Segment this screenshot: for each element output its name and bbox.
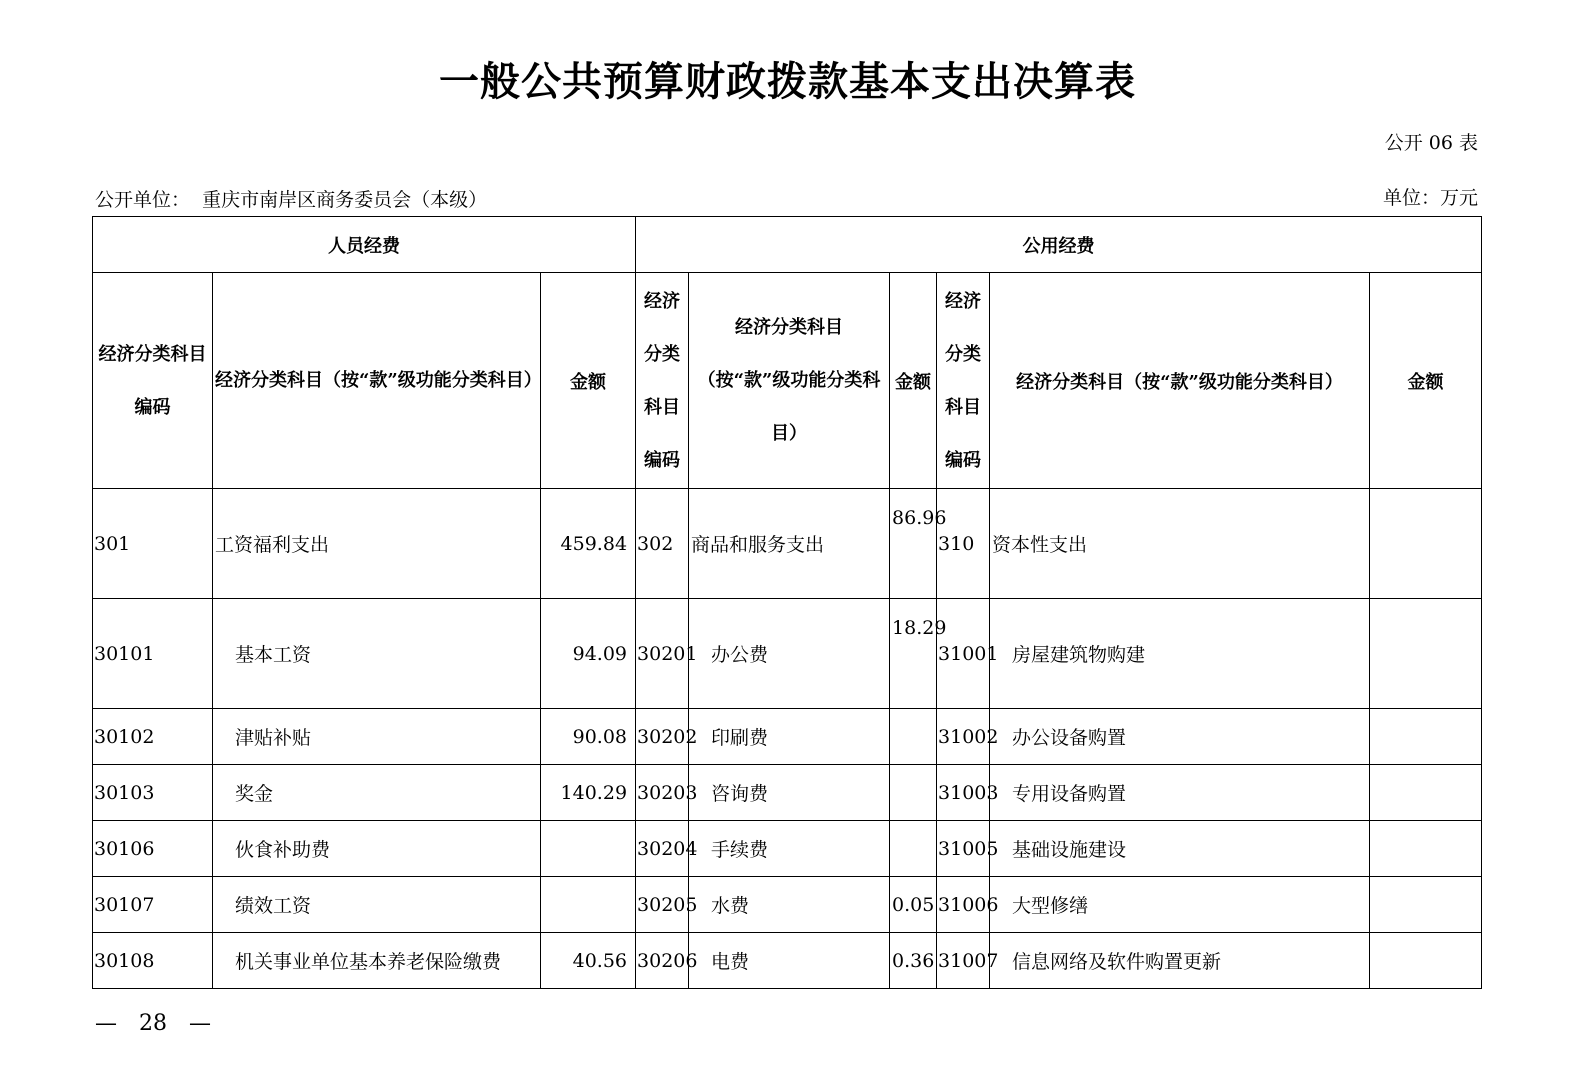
capital-code: 31002 — [937, 709, 990, 765]
personnel-amount: 459.84 — [541, 489, 636, 599]
personnel-code: 30101 — [93, 599, 213, 709]
personnel-code: 30106 — [93, 821, 213, 877]
personnel-header: 人员经费 — [93, 217, 636, 273]
capital-code: 31006 — [937, 877, 990, 933]
capital-amount — [1370, 709, 1482, 765]
personnel-code: 30103 — [93, 765, 213, 821]
personnel-code: 30107 — [93, 877, 213, 933]
col-code-header: 经济分类科目编码 — [937, 273, 990, 489]
capital-amount — [1370, 599, 1482, 709]
public-amount: 0.05 — [890, 877, 937, 933]
public-item: 电费 — [689, 933, 890, 989]
col-name-header: 经济分类科目（按“款”级功能分类科目） — [213, 273, 541, 489]
col-amount-header: 金额 — [1370, 273, 1482, 489]
table-row — [93, 933, 1482, 989]
personnel-item: 基本工资 — [213, 599, 541, 709]
capital-item: 资本性支出 — [990, 489, 1370, 599]
capital-code: 31001 — [937, 599, 990, 709]
capital-item: 信息网络及软件购置更新 — [990, 933, 1370, 989]
public-amount — [890, 709, 937, 765]
public-item: 手续费 — [689, 821, 890, 877]
public-header: 公用经费 — [636, 217, 1482, 273]
capital-item: 办公设备购置 — [990, 709, 1370, 765]
personnel-item: 绩效工资 — [213, 877, 541, 933]
capital-item: 专用设备购置 — [990, 765, 1370, 821]
public-item: 水费 — [689, 877, 890, 933]
capital-amount — [1370, 821, 1482, 877]
capital-item: 大型修缮 — [990, 877, 1370, 933]
public-amount: 0.36 — [890, 933, 937, 989]
col-amount-header: 金额 — [541, 273, 636, 489]
personnel-amount — [541, 821, 636, 877]
capital-code: 31003 — [937, 765, 990, 821]
personnel-item: 伙食补助费 — [213, 821, 541, 877]
table-row — [93, 709, 1482, 765]
personnel-item: 工资福利支出 — [213, 489, 541, 599]
table-row — [93, 489, 1482, 599]
personnel-amount — [541, 877, 636, 933]
public-amount — [890, 821, 937, 877]
table-row — [93, 821, 1482, 877]
capital-amount — [1370, 765, 1482, 821]
personnel-amount: 40.56 — [541, 933, 636, 989]
table-row — [93, 765, 1482, 821]
currency-unit: 单位：万元 — [1382, 187, 1478, 209]
table-row — [93, 877, 1482, 933]
public-item: 印刷费 — [689, 709, 890, 765]
public-item: 商品和服务支出 — [689, 489, 890, 599]
personnel-code: 301 — [93, 489, 213, 599]
form-number: 公开 06 表 — [1384, 132, 1478, 154]
personnel-code: 30102 — [93, 709, 213, 765]
capital-item: 基础设施建设 — [990, 821, 1370, 877]
personnel-amount: 90.08 — [541, 709, 636, 765]
public-item: 办公费 — [689, 599, 890, 709]
public-code: 302 — [636, 489, 689, 599]
personnel-item: 津贴补贴 — [213, 709, 541, 765]
capital-code: 31007 — [937, 933, 990, 989]
col-code-header: 经济分类科目编码 — [93, 273, 213, 489]
reporting-unit — [95, 185, 487, 212]
public-code: 30203 — [636, 765, 689, 821]
public-code: 30205 — [636, 877, 689, 933]
public-code: 30206 — [636, 933, 689, 989]
expenditure-table — [92, 216, 1482, 989]
personnel-item: 奖金 — [213, 765, 541, 821]
personnel-code: 30108 — [93, 933, 213, 989]
page-title: 一般公共预算财政拨款基本支出决算表 — [439, 58, 1136, 105]
personnel-item: 机关事业单位基本养老保险缴费 — [213, 933, 541, 989]
table-row — [93, 599, 1482, 709]
unit-label: 公开单位： — [95, 189, 191, 211]
personnel-amount: 94.09 — [541, 599, 636, 709]
public-code: 30201 — [636, 599, 689, 709]
col-code-header: 经济分类科目编码 — [636, 273, 689, 489]
capital-amount — [1370, 877, 1482, 933]
capital-amount — [1370, 933, 1482, 989]
capital-item: 房屋建筑物购建 — [990, 599, 1370, 709]
col-name-header: 经济分类科目（按“款”级功能分类科目） — [990, 273, 1370, 489]
unit-name: 重庆市南岸区商务委员会（本级） — [202, 189, 488, 211]
col-amount-header: 金额 — [890, 273, 937, 489]
public-item: 咨询费 — [689, 765, 890, 821]
personnel-amount: 140.29 — [541, 765, 636, 821]
public-amount — [890, 765, 937, 821]
public-code: 30202 — [636, 709, 689, 765]
page-number: — 28 — — [95, 1011, 211, 1036]
public-amount: 18.29 — [890, 599, 937, 709]
capital-code: 310 — [937, 489, 990, 599]
capital-code: 31005 — [937, 821, 990, 877]
public-code: 30204 — [636, 821, 689, 877]
capital-amount — [1370, 489, 1482, 599]
col-name-header: 经济分类科目（按“款”级功能分类科目） — [689, 273, 890, 489]
public-amount: 86.96 — [890, 489, 937, 599]
